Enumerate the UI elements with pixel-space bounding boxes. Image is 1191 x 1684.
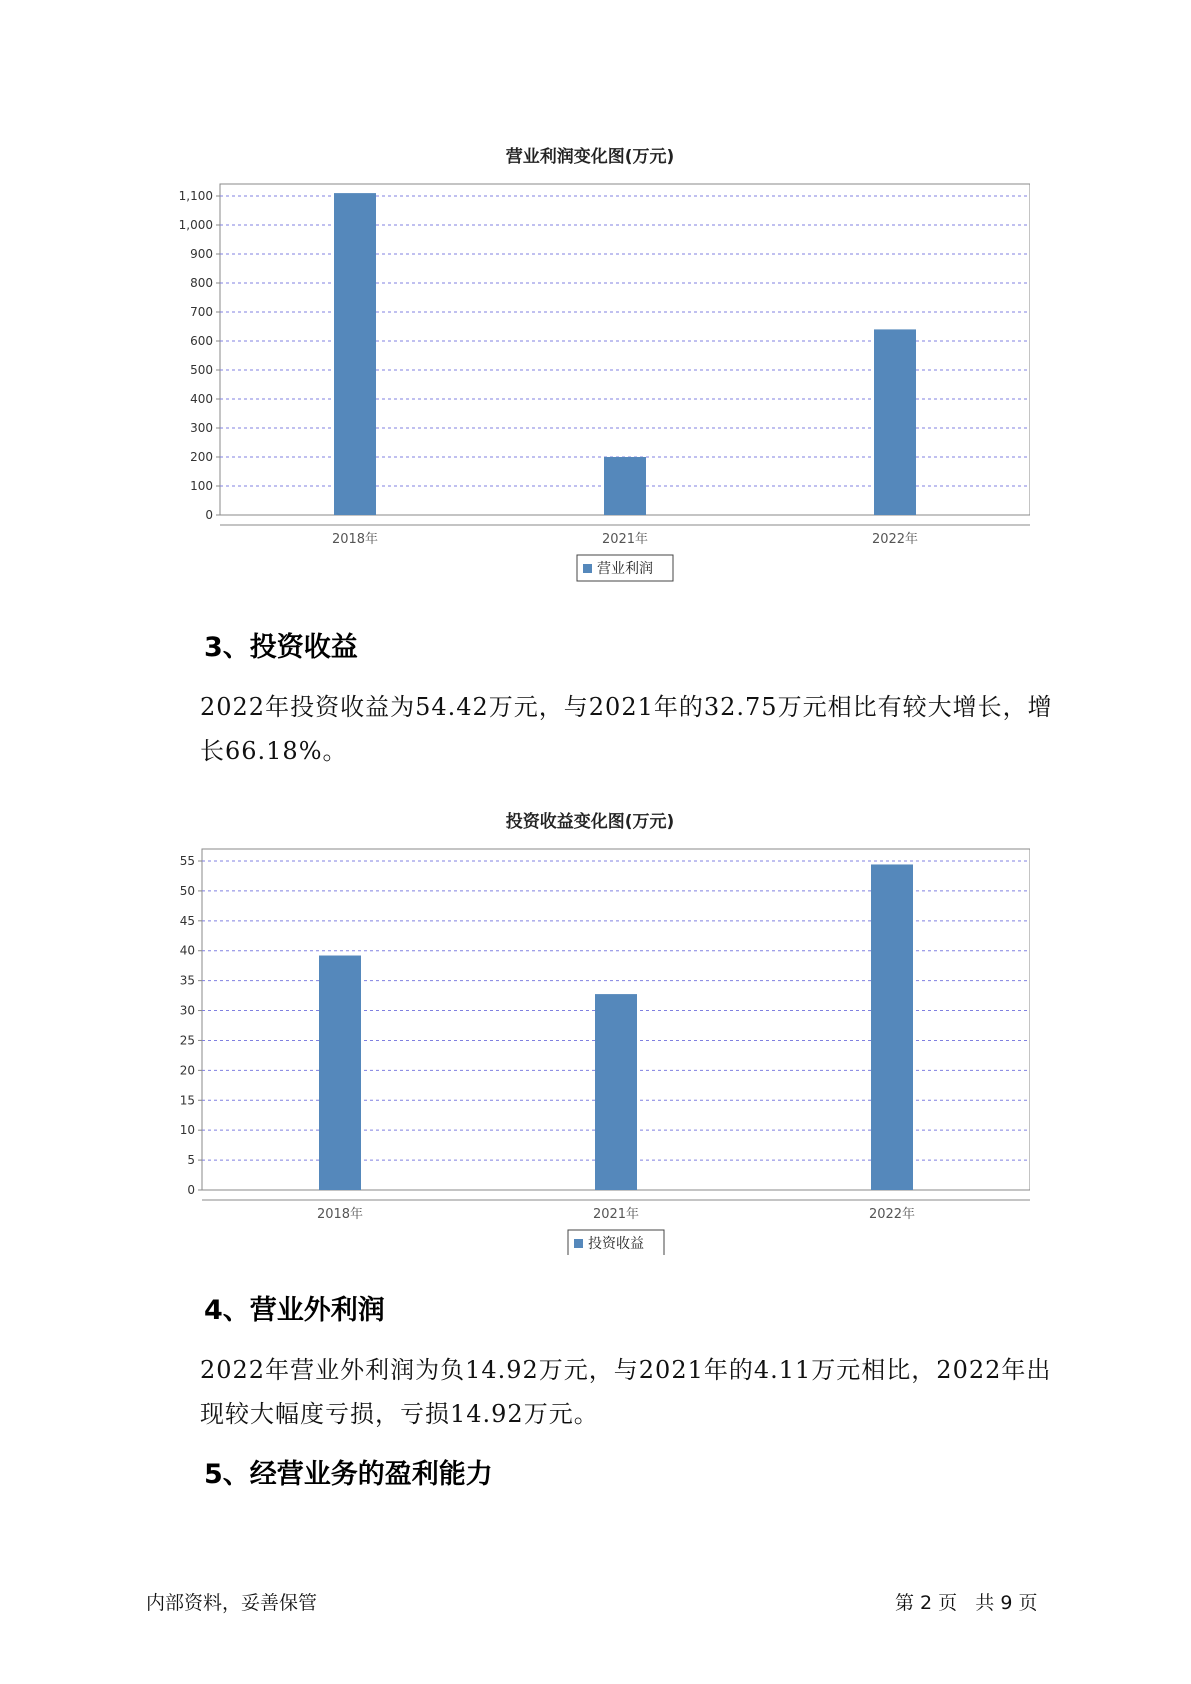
bar [319,956,361,1190]
y-tick-label: 0 [205,508,213,522]
y-tick-label: 45 [179,913,195,928]
y-tick-label: 400 [190,392,213,406]
legend-swatch [574,1239,583,1248]
x-tick-label: 2022年 [871,532,919,547]
y-tick-label: 35 [179,973,195,988]
paragraph-text: 2022年投资收益为54.42万元，与2021年的32.75万元相比有较大增长，增长66.18%。 [200,693,1053,765]
y-tick-label: 100 [190,479,213,493]
y-tick-label: 55 [179,854,195,868]
bar [874,329,916,515]
section-heading: 3、投资收益 [204,632,358,663]
x-tick-label: 2022年 [868,1207,916,1222]
y-tick-label: 1,100 [178,189,213,203]
chart-title: 营业利润变化图(万元) [505,147,675,167]
investment-income-chart [150,805,1030,1255]
y-tick-label: 10 [179,1123,195,1138]
y-tick-label: 900 [190,247,213,261]
chart-plot [150,805,1030,1255]
y-tick-label: 25 [179,1033,195,1048]
legend-label: 营业利润 [597,561,653,577]
y-tick-label: 20 [179,1063,195,1078]
y-tick-label: 50 [179,883,195,898]
bar [604,457,646,515]
paragraph-text: 2022年营业外利润为负14.92万元，与2021年的4.11万元相比，2022年出现较大幅度亏损，亏损14.92万元。 [200,1356,1052,1428]
bar [595,994,637,1190]
section-paragraph [146,685,1056,773]
x-tick-label: 2021年 [592,1207,640,1222]
y-tick-label: 800 [190,276,213,290]
y-tick-label: 5 [187,1153,195,1168]
bar [871,864,913,1190]
y-tick-label: 200 [190,450,213,464]
x-tick-label: 2021年 [601,532,649,547]
chart-plot [150,140,1030,590]
operating-profit-chart [150,140,1030,590]
section-heading: 5、经营业务的盈利能力 [204,1459,493,1490]
bar [334,193,376,515]
y-tick-label: 15 [179,1093,195,1108]
y-tick-label: 0 [187,1183,195,1197]
chart-title: 投资收益变化图(万元) [505,812,675,832]
x-tick-label: 2018年 [331,532,379,547]
section-heading: 4、营业外利润 [204,1295,385,1326]
footer-page-number: 第 2 页 共 9 页 [895,1592,1038,1614]
legend-swatch [583,564,592,573]
y-tick-label: 500 [190,363,213,377]
x-tick-label: 2018年 [316,1207,364,1222]
footer-left: 内部资料，妥善保管 [146,1592,318,1614]
y-tick-label: 40 [179,943,195,958]
y-tick-label: 700 [190,305,213,319]
y-tick-label: 600 [190,334,213,348]
legend-label: 投资收益 [588,1236,644,1252]
y-tick-label: 1,000 [178,218,213,232]
section-paragraph [146,1348,1056,1436]
y-tick-label: 30 [179,1003,195,1018]
y-tick-label: 300 [190,421,213,435]
